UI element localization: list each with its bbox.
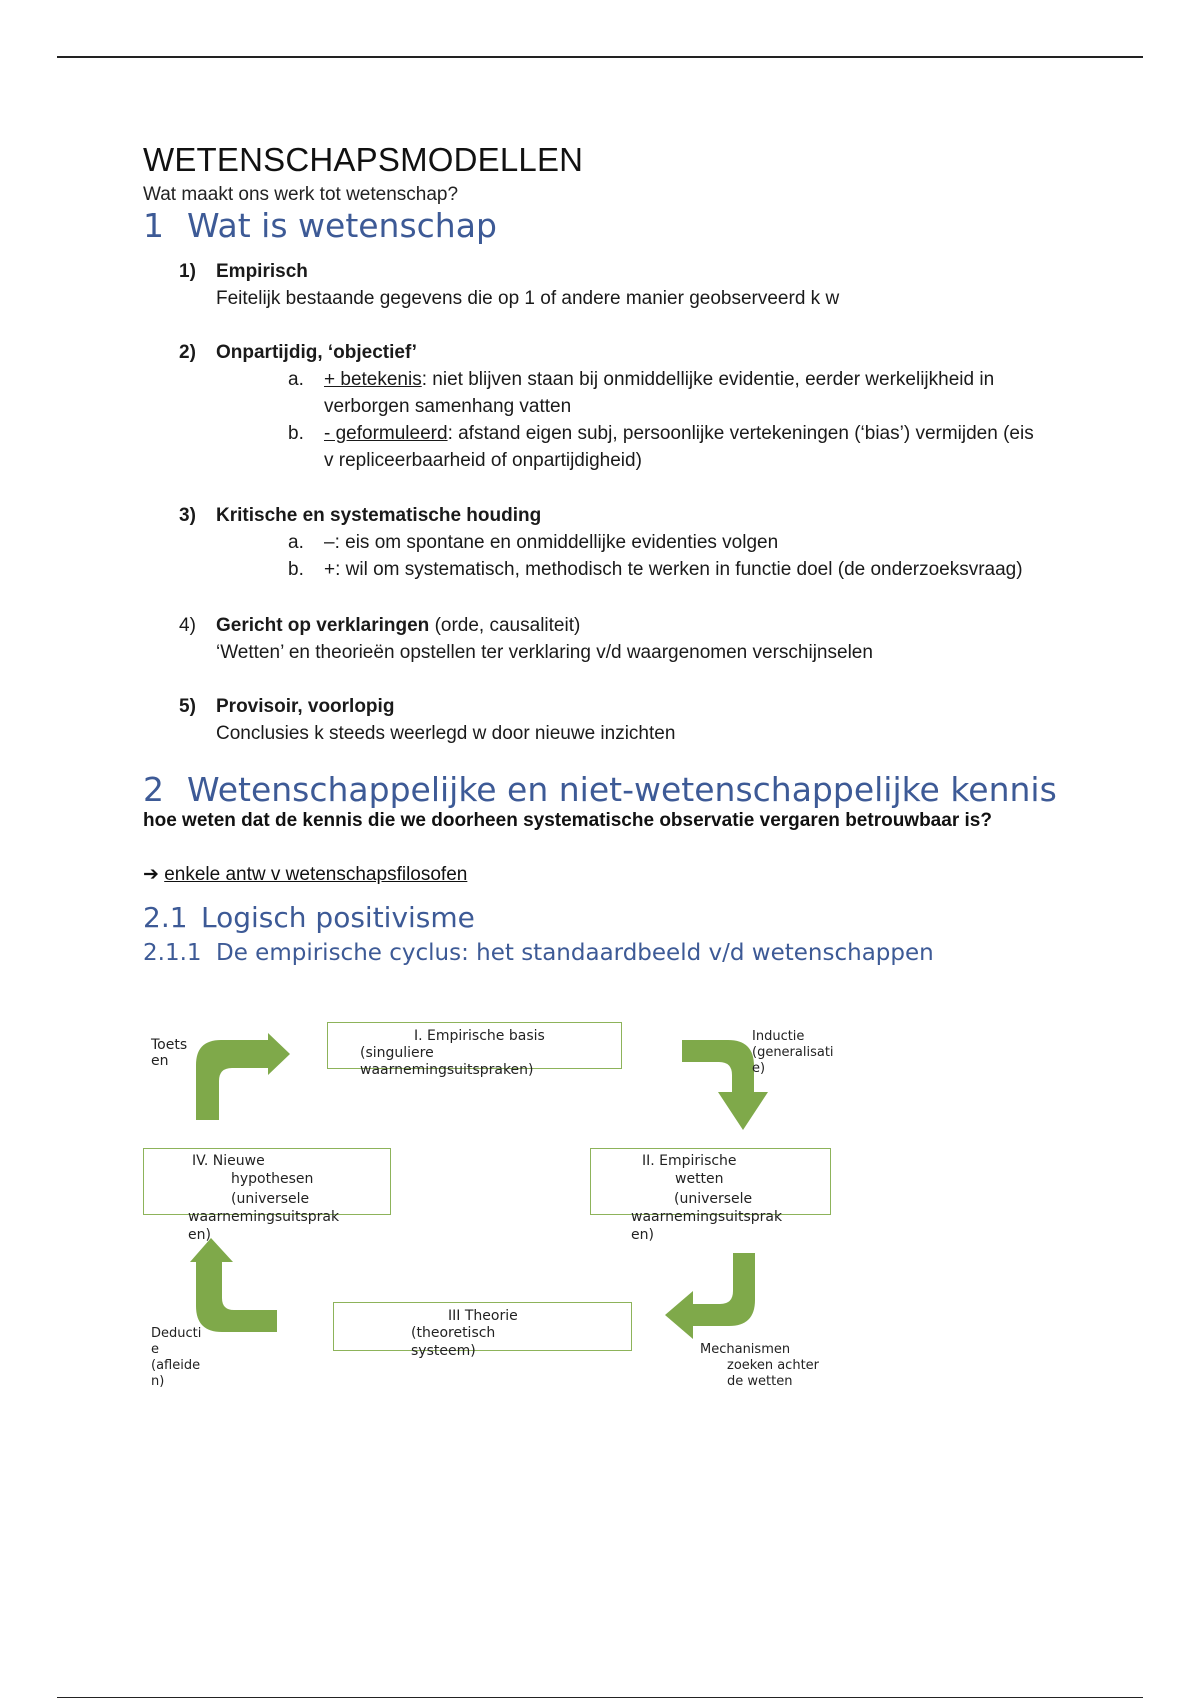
sub-label: + betekenis <box>324 369 422 390</box>
item-text: ‘Wetten’ en theorieën opstellen ter verklaring v/d waargenomen verschijnselen <box>216 642 873 663</box>
sub-letter: b. <box>288 559 304 580</box>
subsubsection-title: De empirische cyclus: het standaardbeeld v/d wetenschappen <box>216 940 934 966</box>
subsection-number: 2.1 <box>143 901 188 934</box>
label-toetsen-2: en <box>151 1053 169 1069</box>
item-title: Kritische en systematische houding <box>216 505 542 526</box>
box-line: waarnemingsuitsprak <box>631 1209 783 1225</box>
arrow-mechanismen-icon <box>665 1253 755 1339</box>
label-inductie-2: (generalisati <box>752 1045 834 1060</box>
document-subtitle: Wat maakt ons werk tot wetenschap? <box>143 184 459 205</box>
list-number: 3) <box>179 505 196 526</box>
footer-rule <box>57 1697 1143 1698</box>
section-1-title: Wat is wetenschap <box>187 206 497 245</box>
subsection-title: Logisch positivisme <box>201 901 475 934</box>
arrow-deductie-icon <box>190 1238 277 1332</box>
item-title: Gericht op verklaringen <box>216 615 430 636</box>
sub-letter: b. <box>288 423 304 444</box>
box-line: (theoretisch <box>411 1325 496 1341</box>
list-number: 5) <box>179 696 196 717</box>
box-line: en) <box>631 1227 654 1243</box>
arrow-toetsen-icon <box>196 1033 290 1120</box>
label-mechanismen-3: de wetten <box>727 1374 793 1389</box>
item-title: Onpartijdig, ‘objectief’ <box>216 342 417 363</box>
sub-letter: a. <box>288 532 304 553</box>
sub-letter: a. <box>288 369 304 390</box>
item-title: Empirisch <box>216 261 308 282</box>
item-text: Conclusies k steeds weerlegd w door nieuwe inzichten <box>216 723 676 744</box>
box-title: II. Empirische <box>642 1153 737 1169</box>
box-title: I. Empirische basis <box>414 1028 545 1044</box>
label-toetsen: Toets <box>151 1037 188 1053</box>
label-deductie-3: (afleide <box>151 1358 201 1373</box>
arrow-right-icon: ➔ <box>143 864 159 885</box>
box-line: (universele <box>231 1191 310 1207</box>
label-mechanismen-2: zoeken achter <box>727 1358 820 1373</box>
label-deductie-2: e <box>151 1342 159 1357</box>
section-1-number: 1 <box>143 206 164 245</box>
list-number: 1) <box>179 261 196 282</box>
box-line: systeem) <box>411 1343 476 1359</box>
sub-text: : afstand eigen subj, persoonlijke vertekeningen (‘bias’) vermijden (eis v repliceerbaarheid of onpartijdigheid) <box>324 423 1034 471</box>
box-title: IV. Nieuwe <box>192 1153 265 1169</box>
label-inductie: Inductie <box>752 1029 805 1044</box>
sub-text: +: wil om systematisch, methodisch te werken in functie doel (de onderzoeksvraag) <box>324 559 1023 580</box>
list-number: 2) <box>179 342 196 363</box>
box-line: waarnemingsuitsprak <box>188 1209 340 1225</box>
label-inductie-3: e) <box>752 1061 766 1076</box>
section-2-number: 2 <box>143 770 164 809</box>
subsubsection-number: 2.1.1 <box>143 940 202 966</box>
box-text: (singuliere waarnemingsuitspraken) <box>360 1045 534 1078</box>
arrow-line-text: enkele antw v wetenschapsfilosofen <box>164 864 468 885</box>
box-line: hypothesen <box>231 1171 314 1187</box>
item-text: Feitelijk bestaande gegevens die op 1 of andere manier geobserveerd k w <box>216 288 840 309</box>
section-2-lead: hoe weten dat de kennis die we doorheen systematische observatie vergaren betrouwbaar is? <box>143 810 992 831</box>
sub-text: : niet blijven staan bij onmiddellijke evidentie, eerder werkelijkheid in verborgen samenhang vatten <box>324 369 995 417</box>
section-2-title: Wetenschappelijke en niet-wetenschappelijke kennis <box>187 770 1057 809</box>
sub-label: - geformuleerd <box>324 423 448 444</box>
box-title: III Theorie <box>448 1308 518 1324</box>
item-title: Provisoir, voorlopig <box>216 696 395 717</box>
sub-text: –: eis om spontane en onmiddellijke evidenties volgen <box>324 532 779 553</box>
box-line: en) <box>188 1227 211 1243</box>
label-deductie-4: n) <box>151 1374 165 1389</box>
label-mechanismen: Mechanismen <box>700 1342 791 1357</box>
label-deductie: Deducti <box>151 1326 202 1341</box>
item-title-suffix: (orde, causaliteit) <box>429 615 581 636</box>
box-line: (universele <box>674 1191 753 1207</box>
document-title: WETENSCHAPSMODELLEN <box>143 141 584 178</box>
list-number: 4) <box>179 615 196 636</box>
box-line: wetten <box>675 1171 724 1187</box>
